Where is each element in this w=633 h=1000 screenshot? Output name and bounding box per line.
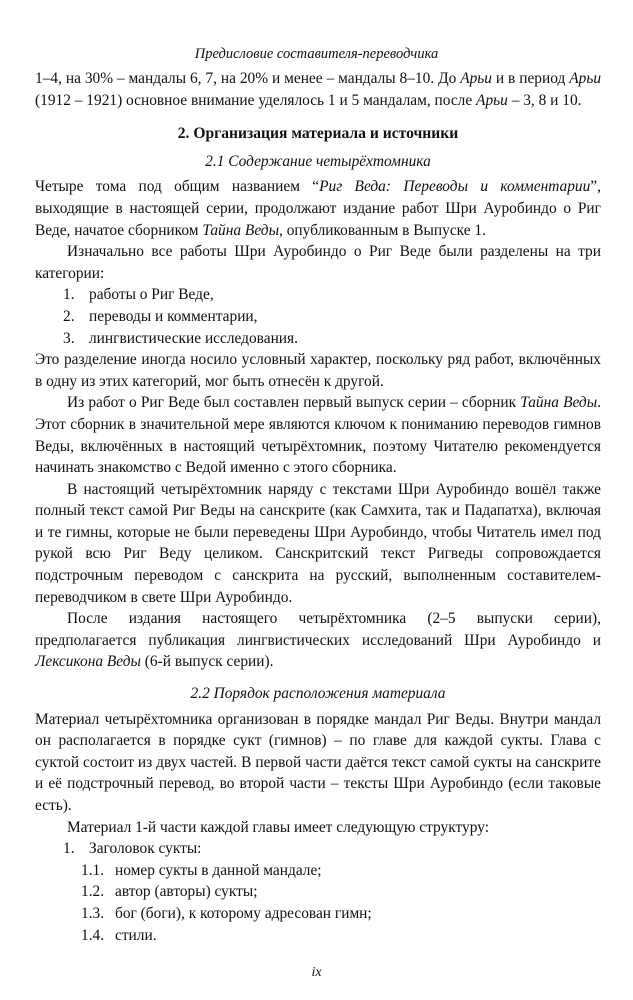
list-item: 2. переводы и комментарии, bbox=[63, 307, 258, 325]
page-body bbox=[35, 68, 601, 946]
structure-list bbox=[35, 838, 601, 860]
subsection-heading-order: 2.2 Порядок расположения материала bbox=[190, 685, 446, 703]
paragraph-division: Это разделение иногда носило условный характер, поскольку ряд работ, включённых в одну из этих категорий, мог быть отнесён к другой. bbox=[35, 351, 601, 390]
italic-run: Арьи bbox=[476, 91, 508, 109]
text-run: ”, выходящие в настоящей серии, продолжают издание работ Шри Ауробиндо о Риг Веде, начатое сборником bbox=[35, 178, 601, 239]
text-run: 1–4, на 30% – мандалы 6, 7, на 20% и менее – мандалы 8–10. До bbox=[35, 70, 461, 87]
structure-sublist bbox=[35, 860, 601, 946]
text-run: , опубликованным в Выпуске 1. bbox=[279, 221, 486, 239]
text-run: – 3, 8 и 10. bbox=[507, 91, 582, 109]
paragraph-sanskrit-text: В настоящий четырёхтомник наряду с текстами Шри Ауробиндо вошёл также полный текст самой Риг Веды на санскрите (как Самхита, так и Падапатха), включая и те гимны, которые не были переведены Шри Ауробиндо, чтобы Читатель имел под рукой всю Риг Веду целиком. Санскритский текст Ригведы сопровождается подстрочным переводом с санскрита на русский, выполненным составителем-переводчиком в свете Шри Ауробиндо. bbox=[35, 480, 601, 606]
text-run: (1912 – 1921) основное внимание уделялось 1 и 5 мандалам, после bbox=[35, 91, 477, 109]
text-run: (6-й выпуск серии). bbox=[140, 653, 274, 671]
paragraph-organization: Материал четырёхтомника организован в порядке мандал Риг Веды. Внутри мандал он располагается в порядке сукт (гимнов) – по главе для каждой сукты. Глава с суктой состоит из двух частей. В первой части даётся текст самой сукты на санскрите и её подстрочный перевод, во второй части – тексты Шри Ауробиндо (если таковые есть). bbox=[35, 710, 601, 814]
text-run: После издания настоящего четырёхтомника (2–5 выпуски серии), предполагается публикация лингвистических исследований Шри Ауробиндо и bbox=[35, 610, 601, 649]
paragraph-structure-intro: Материал 1-й части каждой главы имеет следующую структуру: bbox=[67, 818, 489, 836]
italic-run: Арьи bbox=[460, 70, 492, 87]
list-item: 3. лингвистические исследования. bbox=[63, 329, 298, 347]
subsection-heading-contents: 2.1 Содержание четырёхтомника bbox=[205, 152, 431, 170]
italic-run: Арьи bbox=[569, 70, 602, 87]
italic-run: Тайна Веды bbox=[202, 221, 279, 239]
text-run: . Этот сборник в значительной мере являются ключом к пониманию переводов гимнов Веды, включённых в настоящий четырёхтомник, поэтому Читателю рекомендуется начинать знакомство с Ведой именно с этого сборника. bbox=[35, 394, 601, 477]
italic-run: Риг Веда: Переводы и комментарии bbox=[319, 178, 591, 196]
page-number: ix bbox=[311, 965, 322, 980]
list-item: 1.4. стили. bbox=[81, 926, 157, 944]
list-item: 1. Заголовок сукты: bbox=[63, 840, 202, 858]
section-heading: 2. Организация материала и источники bbox=[177, 125, 459, 143]
italic-run: Лексикона Веды bbox=[35, 653, 141, 671]
list-item: 1.1. номер сукты в данной мандале; bbox=[81, 861, 322, 879]
paragraph-first-issue bbox=[35, 392, 601, 478]
list-item: 1. работы о Риг Веде, bbox=[63, 286, 214, 304]
running-header: Предисловие составителя-переводчика bbox=[194, 46, 439, 62]
paragraph-four-volumes bbox=[35, 176, 601, 241]
text-run: Четыре тома под общим названием “ bbox=[35, 178, 320, 196]
list-item: 1.3. бог (боги), к которому адресован гимн; bbox=[81, 904, 372, 922]
text-run: Из работ о Риг Веде был составлен первый выпуск серии – сборник bbox=[67, 394, 521, 412]
italic-run: Тайна Веды bbox=[520, 394, 598, 412]
list-item: 1.2. автор (авторы) сукты; bbox=[81, 883, 258, 901]
paragraph-future-publications bbox=[35, 608, 601, 673]
text-run: и в период bbox=[491, 70, 570, 87]
intro-paragraph bbox=[35, 68, 601, 111]
categories-list bbox=[35, 284, 601, 349]
paragraph-categories-intro: Изначально все работы Шри Ауробиндо о Риг Веде были разделены на три категории: bbox=[35, 243, 601, 282]
